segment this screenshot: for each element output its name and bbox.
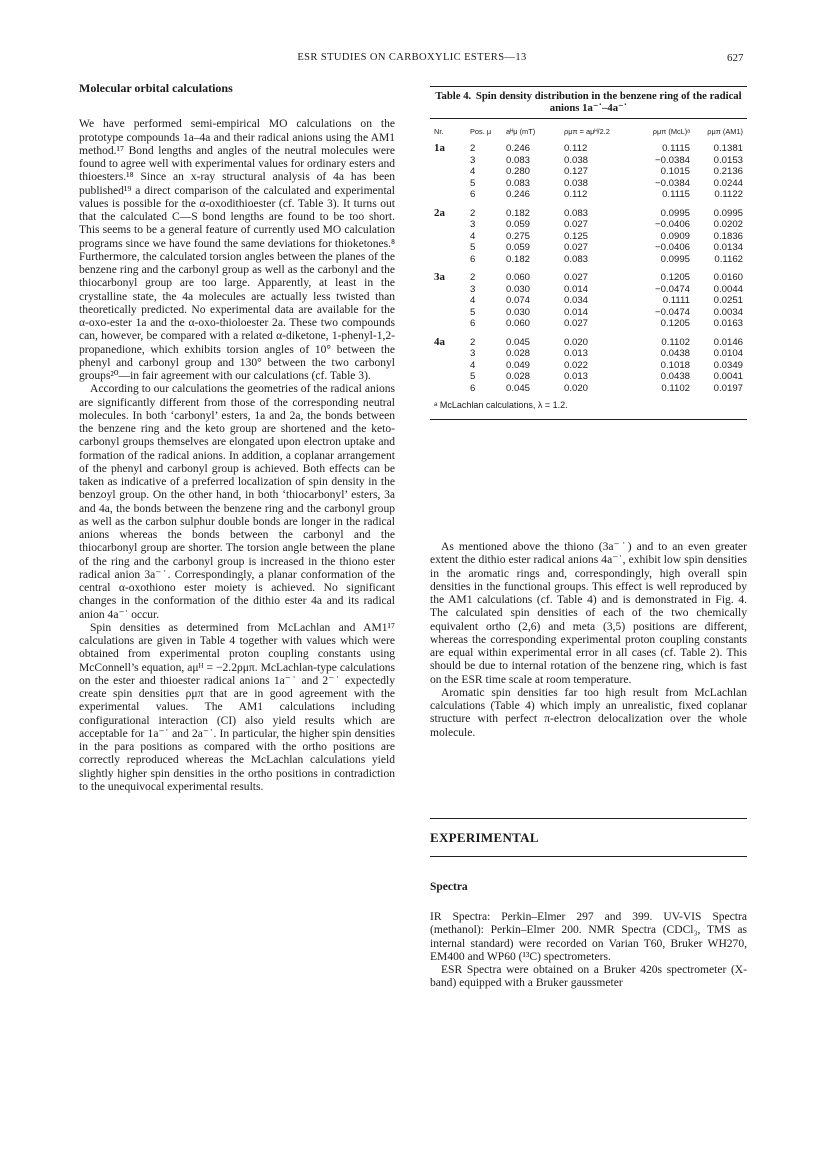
spin-density-table xyxy=(430,119,747,394)
cell-a: 0.182 xyxy=(506,253,531,265)
experimental-section xyxy=(430,818,747,991)
cell-rho-exp: 0.027 xyxy=(564,318,589,329)
paragraph: As mentioned above the thiono (3a⁻˙) and to an even greater extent the dithio ester radical anions 4a⁻˙, exhibit low spin densities in the aromatic rings and, correspondingly, high overall spin densities in the functional groups. This effect is well reproduced by the AM1 calculations (cf. Table 4) and is demonstrated in Fig. 4. The calculated spin densities of each of the two chemically equivalent ortho (2,6) and meta (3,5) positions are different, whereas the corresponding experimental proton coupling constants are equal within experimental error in all cases (cf. Table 2). This should be due to internal rotation of the benzene ring, which is fast on the ESR time scale at room temperature. xyxy=(430,541,747,686)
cell-rho-exp: 0.022 xyxy=(564,359,589,371)
cell-pos: 5 xyxy=(470,306,476,318)
table-row xyxy=(430,307,747,319)
cell-a: 0.060 xyxy=(506,272,531,283)
cell-rho-mcl: 0.1015 xyxy=(660,166,690,177)
paragraph: IR Spectra: Perkin–Elmer 297 and 399. UV-VIS Spectra (methanol): Perkin–Elmer 200. NMR Spectra (CDCl₃, TMS as internal standard) were recorded on Varian T60, Bruker WH270, EM400 and WP60 (¹³C) spectrometers. xyxy=(430,911,747,963)
cell-rho-mcl: 0.0995 xyxy=(660,207,690,219)
cell-rho-exp: 0.127 xyxy=(564,166,589,177)
table-row xyxy=(430,383,747,395)
table-row xyxy=(430,284,747,296)
cell-rho-mcl: −0.0384 xyxy=(655,154,690,166)
table-row xyxy=(430,295,747,307)
cell-rho-exp: 0.013 xyxy=(564,348,589,359)
table-row xyxy=(430,254,747,266)
table-row xyxy=(430,178,747,190)
cell-rho-exp: 0.034 xyxy=(564,295,589,306)
cell-pos: 2 xyxy=(470,272,476,283)
cell-pos: 2 xyxy=(470,143,476,154)
section-heading-mo: Molecular orbital calculations xyxy=(79,81,233,95)
cell-rho-exp: 0.038 xyxy=(564,177,589,189)
paragraph: ESR Spectra were obtained on a Bruker 420s spectrometer (X-band) equipped with a Bruker gaussmeter xyxy=(430,964,747,990)
cell-pos: 2 xyxy=(470,207,476,219)
cell-nr xyxy=(430,383,464,395)
cell-nr xyxy=(430,189,464,201)
cell-rho-am1: 0.0349 xyxy=(713,359,743,371)
cell-rho-mcl: 0.0438 xyxy=(660,348,690,359)
col-header-a: aᴴμ (mT) xyxy=(506,127,536,136)
cell-rho-am1: 0.1836 xyxy=(713,230,743,242)
cell-rho-am1: 0.1122 xyxy=(714,189,743,200)
cell-rho-am1: 0.0041 xyxy=(713,371,743,382)
cell-a: 0.059 xyxy=(506,242,531,253)
cell-a: 0.182 xyxy=(506,207,531,219)
subheading-spectra: Spectra xyxy=(430,881,468,893)
cell-nr xyxy=(430,242,464,254)
cell-nr: 4a xyxy=(434,335,445,348)
table-row xyxy=(430,360,747,372)
cell-a: 0.030 xyxy=(506,283,531,295)
cell-a: 0.028 xyxy=(506,371,531,382)
right-column xyxy=(430,541,747,740)
cell-rho-am1: 0.0104 xyxy=(713,348,743,359)
section-heading-experimental: EXPERIMENTAL xyxy=(430,818,747,857)
cell-rho-mcl: 0.0438 xyxy=(660,371,690,382)
cell-nr xyxy=(430,295,464,307)
cell-nr xyxy=(430,360,464,372)
cell-rho-am1: 0.0044 xyxy=(713,283,743,295)
cell-rho-mcl: 0.1205 xyxy=(660,318,690,329)
col-header-rho-exp: ρμπ = aμᴴ/2.2 xyxy=(564,127,610,136)
table-row xyxy=(430,189,747,201)
cell-pos: 6 xyxy=(470,253,476,265)
cell-pos: 3 xyxy=(470,154,476,166)
cell-rho-exp: 0.038 xyxy=(564,154,589,166)
cell-pos: 4 xyxy=(470,295,476,306)
cell-nr xyxy=(430,155,464,167)
cell-rho-mcl: −0.0406 xyxy=(655,219,690,230)
cell-a: 0.049 xyxy=(506,359,531,371)
cell-a: 0.059 xyxy=(506,219,531,230)
cell-pos: 5 xyxy=(470,242,476,253)
cell-nr xyxy=(430,254,464,266)
cell-rho-exp: 0.125 xyxy=(564,230,589,242)
cell-rho-mcl: −0.0474 xyxy=(655,306,690,318)
table-row xyxy=(430,265,747,284)
cell-rho-am1: 0.1162 xyxy=(714,253,743,265)
cell-pos: 4 xyxy=(470,230,476,242)
cell-rho-am1: 0.0153 xyxy=(713,154,743,166)
cell-rho-exp: 0.083 xyxy=(564,207,589,219)
cell-pos: 6 xyxy=(470,189,476,200)
cell-nr: 1a xyxy=(434,142,445,154)
cell-rho-am1: 0.0163 xyxy=(713,318,743,329)
cell-rho-exp: 0.112 xyxy=(564,143,588,154)
paragraph: According to our calculations the geometries of the radical anions are significantly different from those of the corresponding neutral molecules. In both ‘carbonyl’ esters, 1a and 2a, the bonds between the benzene ring and the keto group are shortened and the keto-carbonyl groups themselves are elongated upon electron uptake and formation of the radical anions. In addition, a coplanar arrangement of the phenyl and carbonyl group is achieved. Both effects can be taken as indicative of a preferred localization of spin density in the benzoyl group. On the other hand, in both ‘thiocarbonyl’ esters, 3a and 4a, the bonds between the benzene ring and the carbonyl group as well as the carbon sulphur double bonds are longer in the radical anions whereas the bonds between the carbonyl and the thiocarbonyl group are shorter. The torsion angle between the plane of the ring and the carbonyl group is increased in the thiono ester radical anion 3a⁻˙. Correspondingly, a planar conformation of the central α-oxothiono ester moiety is achieved. No significant changes in the conformation of the dithio ester 4a and its radical anion 4a⁻˙ occur. xyxy=(79,383,395,621)
cell-rho-exp: 0.027 xyxy=(564,242,589,253)
cell-a: 0.275 xyxy=(506,230,531,242)
cell-nr xyxy=(430,348,464,360)
table-bottom-rule xyxy=(430,419,747,420)
table-row xyxy=(430,330,747,349)
cell-a: 0.246 xyxy=(506,143,531,154)
cell-rho-exp: 0.014 xyxy=(564,283,589,295)
cell-nr xyxy=(430,231,464,243)
table-row xyxy=(430,348,747,360)
cell-rho-exp: 0.112 xyxy=(564,189,588,200)
cell-pos: 6 xyxy=(470,382,476,394)
cell-rho-mcl: 0.1205 xyxy=(660,272,690,283)
cell-a: 0.045 xyxy=(506,382,531,394)
table-row xyxy=(430,219,747,231)
cell-rho-mcl: −0.0406 xyxy=(655,242,690,253)
cell-rho-exp: 0.013 xyxy=(564,371,589,382)
table-caption xyxy=(430,87,747,118)
cell-rho-mcl: 0.0909 xyxy=(660,230,690,242)
table-header-row xyxy=(430,119,747,143)
col-header-nr: Nr. xyxy=(434,127,444,136)
cell-rho-exp: 0.020 xyxy=(564,382,589,394)
col-header-pos: Pos. μ xyxy=(470,127,492,136)
cell-a: 0.280 xyxy=(506,166,531,177)
cell-rho-am1: 0.0995 xyxy=(713,207,743,219)
table-row xyxy=(430,318,747,330)
table-body xyxy=(430,143,747,394)
cell-rho-am1: 0.0202 xyxy=(713,219,743,230)
cell-rho-mcl: −0.0384 xyxy=(655,177,690,189)
cell-rho-mcl: 0.1115 xyxy=(662,189,690,200)
table-row xyxy=(430,231,747,243)
cell-nr xyxy=(430,307,464,319)
cell-rho-am1: 0.0134 xyxy=(713,242,743,253)
cell-pos: 5 xyxy=(470,177,476,189)
cell-rho-mcl: −0.0474 xyxy=(655,283,690,295)
left-column xyxy=(79,82,395,794)
cell-rho-am1: 0.0034 xyxy=(713,306,743,318)
cell-a: 0.045 xyxy=(506,336,531,348)
cell-nr xyxy=(430,219,464,231)
cell-a: 0.030 xyxy=(506,306,531,318)
running-head: ESR STUDIES ON CARBOXYLIC ESTERS—13 xyxy=(297,52,527,63)
table-4 xyxy=(430,86,747,420)
cell-nr xyxy=(430,178,464,190)
cell-a: 0.060 xyxy=(506,318,531,329)
table-row xyxy=(430,201,747,220)
cell-rho-exp: 0.020 xyxy=(564,336,589,348)
table-label: Table 4. xyxy=(435,90,472,102)
cell-rho-exp: 0.027 xyxy=(564,272,589,283)
cell-nr xyxy=(430,371,464,383)
cell-pos: 3 xyxy=(470,219,476,230)
cell-rho-am1: 0.2136 xyxy=(713,166,743,177)
col-header-rho-am1: ρμπ (AM1) xyxy=(707,127,743,136)
paragraph: Spin densities as determined from McLachlan and AM1¹⁷ calculations are given in Table 4 together with values which were obtained from experimental proton coupling constants using McConnell’s equation, aμᴴ = −2.2ρμπ. McLachlan-type calculations on the ester and thioester radical anions 1a⁻˙ and 2⁻˙ expectedly create spin densities ρμπ that are in good agreement with the experimental values. The AM1 calculations including configurational interaction (CI) also yield results which are acceptable for 1a⁻˙ and 2a⁻˙. In particular, the higher spin densities in the para positions as compared with the ortho positions are correctly reproduced whereas the McLachlan calculations yield slightly higher spin densities in the ortho positions in contradiction to the unequivocal experimental results. xyxy=(79,621,395,793)
cell-rho-am1: 0.0146 xyxy=(713,336,743,348)
cell-nr xyxy=(430,284,464,296)
table-row xyxy=(430,371,747,383)
paragraph: Aromatic spin densities far too high result from McLachlan calculations (Table 4) which imply an unrealistic, fixed coplanar structure with perfect π-electron delocalization over the whole molecule. xyxy=(430,686,747,739)
cell-rho-exp: 0.014 xyxy=(564,306,589,318)
cell-pos: 4 xyxy=(470,166,476,177)
cell-rho-am1: 0.0160 xyxy=(713,272,743,283)
cell-rho-exp: 0.083 xyxy=(564,253,589,265)
paragraph: We have performed semi-empirical MO calculations on the prototype compounds 1a–4a and their radical anions using the AM1 method.¹⁷ Bond lengths and angles of the neutral molecules were found to agree well with experimental values for ordinary esters and thioesters.¹⁸ Since an x-ray structural analysis of 4a has been published¹⁹ a direct comparison of the calculated and experimental values is possible for the α-oxodithioester (cf. Table 3). It turns out that the calculated C—S bond lengths are found to be too short. This seems to be a general feature of currently used MO calculation programs since we have found the same deviations for thioketones.⁸ Furthermore, the calculated torsion angles between the planes of the benzene ring and the carbonyl group as well as the carbonyl and the thiocarbonyl group are too large. Apparently, at least in the crystalline state, the 4a molecules are actually less twisted than theoretically predicted. No experimental data are available for the α-oxo-ester 1a and the α-oxo-thioloester 2a. These two compounds can, however, be compared with a related α-diketone, 1-phenyl-1,2-propanedione, which exhibits torsion angles of 10° between the phenyl and carbonyl group and 130° between the two carbonyl groups²⁰—in fair agreement with our calculations (cf. Table 3). xyxy=(79,118,395,382)
cell-pos: 5 xyxy=(470,371,476,382)
page-number: 627 xyxy=(727,52,744,64)
cell-a: 0.028 xyxy=(506,348,531,359)
table-row xyxy=(430,242,747,254)
table-row xyxy=(430,143,747,155)
cell-pos: 3 xyxy=(470,348,476,359)
cell-pos: 4 xyxy=(470,359,476,371)
col-header-rho-mcl: ρμπ (McL)ᵃ xyxy=(652,127,690,136)
cell-rho-mcl: 0.0995 xyxy=(660,253,690,265)
cell-rho-am1: 0.0251 xyxy=(713,295,743,306)
cell-nr: 3a xyxy=(434,271,445,283)
cell-rho-mcl: 0.1018 xyxy=(660,359,690,371)
table-title: Spin density distribution in the benzene ring of the radical anions 1a⁻˙–4a⁻˙ xyxy=(475,90,742,114)
table-row xyxy=(430,166,747,178)
cell-rho-am1: 0.1381 xyxy=(713,143,743,154)
table-row xyxy=(430,155,747,167)
cell-nr: 2a xyxy=(434,206,445,219)
cell-rho-mcl: 0.1102 xyxy=(661,336,690,348)
cell-nr xyxy=(430,318,464,330)
cell-pos: 2 xyxy=(470,336,476,348)
cell-a: 0.083 xyxy=(506,177,531,189)
cell-rho-mcl: 0.1115 xyxy=(662,143,690,154)
cell-a: 0.083 xyxy=(506,154,531,166)
table-footnote: ᵃ McLachlan calculations, λ = 1.2. xyxy=(434,400,568,410)
cell-a: 0.246 xyxy=(506,189,531,200)
cell-pos: 3 xyxy=(470,283,476,295)
cell-nr xyxy=(430,166,464,178)
cell-a: 0.074 xyxy=(506,295,531,306)
cell-pos: 6 xyxy=(470,318,476,329)
cell-rho-mcl: 0.1111 xyxy=(662,295,690,306)
cell-rho-am1: 0.0244 xyxy=(713,177,743,189)
cell-rho-am1: 0.0197 xyxy=(713,382,743,394)
cell-rho-mcl: 0.1102 xyxy=(661,382,690,394)
cell-rho-exp: 0.027 xyxy=(564,219,589,230)
